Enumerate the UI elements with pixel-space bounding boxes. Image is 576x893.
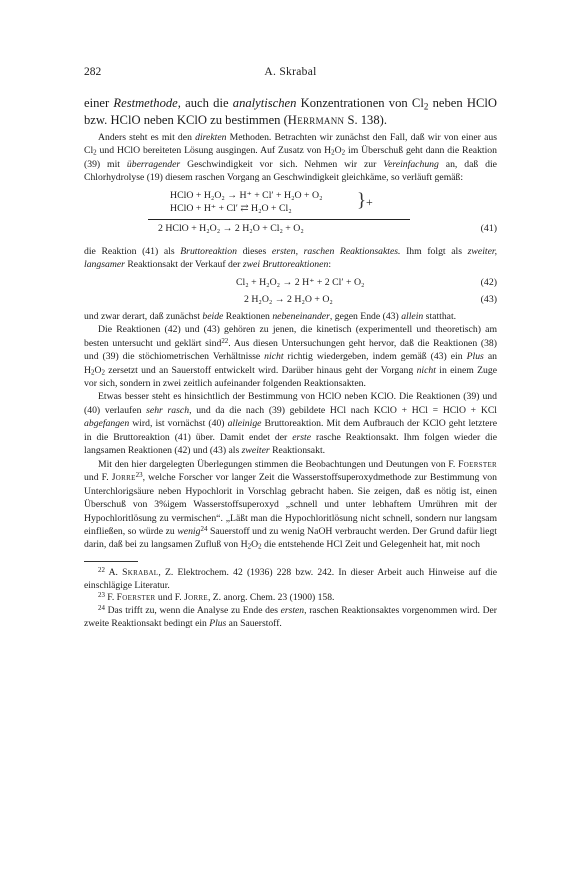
paragraph-beide-reaktionen: und zwar derart, daß zunächst beide Reaktionen nebeneinander, gegen Ende (43) allein statthat.	[84, 310, 457, 322]
paragraph-kinetics: Die Reaktionen (42) und (43) gehören zu jenen, die kinetisch (experimentell und theoretisch) am besten untersucht und geklärt sind$^{22}$. Aus diesen Untersuchungen geht hervor, daß die Reaktionen (38) und (39) die stöchiometrischen Verhältnisse nicht richtig wiedergeben, indem gemäß (43) ein Plus an $H_2O_2$ zersetzt und an Sauerstoff entwickelt wird. Darüber hinaus geht der Vorgang nicht in einem Zuge vor sich, sondern in zwei zeitlich aufeinander folgenden Reaktionsakten.	[84, 324, 497, 389]
footnote-24: $^{24}$ Das trifft zu, wenn die Analyse zu Ende des ersten, raschen Reaktionsaktes vorgenommen wird. Der zweite Reaktionsakt bedingt ein Plus an Sauerstoff.	[84, 605, 497, 630]
equation-number-43: (43)	[480, 293, 497, 305]
equation-43	[84, 291, 497, 308]
equation-42	[84, 274, 497, 291]
footnote-divider	[84, 561, 138, 562]
sum-sign: +	[366, 194, 373, 209]
equation-number-42: (42)	[480, 276, 497, 288]
footnote-22: $^{22}$ A. Skrabal, Z. Elektrochem. 42 (1936) 228 bzw. 242. In dieser Arbeit auch Hinweise auf die einschlägige Literatur.	[84, 566, 497, 591]
footnote-23: $^{23}$ F. Foerster und F. Jorre, Z. anorg. Chem. 23 (1900) 158.	[98, 592, 335, 604]
paragraph-foerster-jorre: Mit den hier dargelegten Überlegungen stimmen die Beobachtungen und Deutungen von F. Foerster und F. Jorre$^{23}$, welche Forscher vor langer Zeit die Wasserstoffsuperoxydmethode zur Bestimmung von Unterchlorigsäure neben Hypochlorit in Vorschlag gebracht haben. Sie zeigen, daß es nötig ist, einen Überschuß von 3%igem Wasserstoffsuperoxyd „schnell und unter lebhaftem Umrühren mit der Hypochloritlösung zu vermischen“. „Läßt man die Hypochloritlösung nicht schnell, sondern nur langsam einfließen, so würde zu wenig$^{24}$ Sauerstoff und zu wenig NaOH verbraucht werden. Der Grund dafür liegt darin, daß bei zu langsamen Zufluß von $H_2O_2$ die entstehende HCl Zeit und Gelegenheit hat, mit noch	[84, 458, 497, 552]
equation-number-41: (41)	[480, 222, 497, 234]
equation-line-2: HClO + H⁺ + Cl′ ⇄ H₂O + Cl₂	[170, 202, 292, 214]
lead-paragraph: einer Restmethode, auch die analytischen Konzentrationen von $Cl_2$ neben HClO bzw. HClO neben KClO zu bestimmen (Herrmann S. 138).	[84, 96, 497, 127]
page-body	[84, 95, 497, 631]
equation-43-expression: 2 H₂O₂ → 2 H₂O + O₂	[244, 293, 333, 305]
sum-rule	[148, 219, 410, 220]
equation-sum: 2 HClO + H₂O₂ → 2 H₂O + Cl₂ + O₂	[158, 222, 304, 234]
equation-block-41	[84, 188, 497, 244]
paragraph-direct-methods: Anders steht es mit den direkten Methoden. Betrachten wir zunächst den Fall, daß wir von einer aus $Cl_2$ und HClO bereiteten Lösung ausgingen. Auf Zusatz von $H_2O_2$ im Überschuß geht dann die Reaktion (39) mit überragender Geschwindigkeit vor sich. Nehmen wir zur Vereinfachung an, daß die Chlorhydrolyse (19) diesem raschen Vorgang an Geschwindigkeit gleichkäme, so verläuft gemäß:	[84, 132, 497, 184]
running-title: A. Skrabal	[264, 66, 317, 78]
equation-42-expression: Cl₂ + H₂O₂ → 2 H⁺ + 2 Cl′ + O₂	[236, 276, 365, 288]
paragraph-bruttoreaktion: die Reaktion (41) als Bruttoreaktion dieses ersten, raschen Reaktionsaktes. Ihm folgt als zweiter, langsamer Reaktionsakt der Verkauf der zwei Bruttoreaktionen:	[84, 245, 497, 271]
brace-icon: }	[357, 189, 367, 211]
paragraph-hclo-neben-kclo: Etwas besser steht es hinsichtlich der Bestimmung von HClO neben KClO. Die Reaktionen (39) und (40) verlaufen sehr rasch, und da die nach (39) gebildete HCl nach KClO + HCl = HClO + KCl abgefangen wird, ist vornächst (40) alleinige Bruttoreaktion. Mit dem Aufbrauch der KClO geht letztere in die Bruttoreaktion (41) über. Damit endet der erste rasche Reaktionsakt. Ihm folgen wieder die langsamen Reaktionen (42) und (43) als zweiter Reaktionsakt.	[84, 391, 498, 457]
page-number: 282	[84, 66, 102, 78]
equation-line-1: HClO + H₂O₂ → H⁺ + Cl′ + H₂O + O₂	[170, 189, 323, 201]
